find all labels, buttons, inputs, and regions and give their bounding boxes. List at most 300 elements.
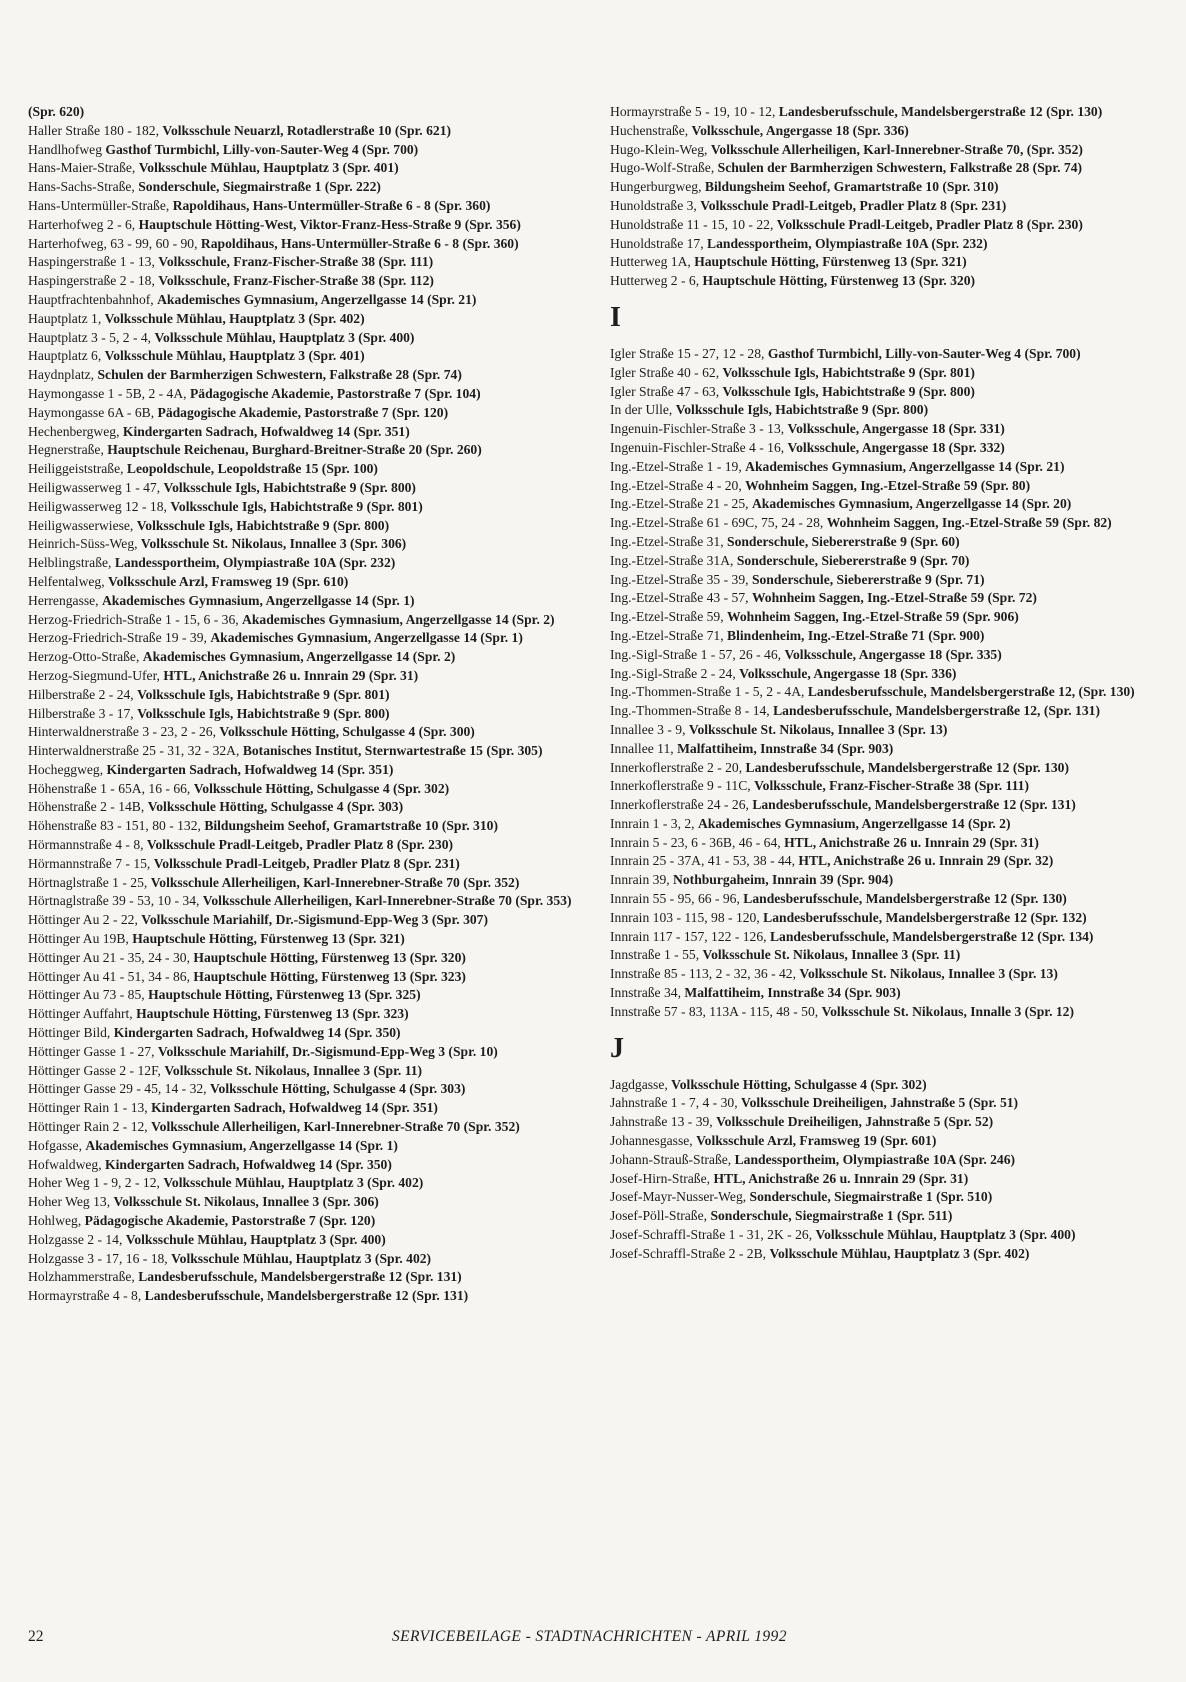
directory-entry <box>28 1212 584 1231</box>
school-assignment: Hauptschule Hötting, Fürstenweg 13 (Spr. 323) <box>136 1006 409 1022</box>
directory-entry <box>28 366 584 385</box>
school-assignment: HTL, Anichstraße 26 u. Innrain 29 (Spr. 31) <box>713 1170 969 1186</box>
school-assignment: Volksschule St. Nikolaus, Innallee 3 (Spr. 11) <box>702 947 961 963</box>
school-assignment: Volksschule Mühlau, Hauptplatz 3 (Spr. 400) <box>815 1227 1076 1243</box>
directory-entry <box>28 1193 584 1212</box>
school-assignment: Landesberufsschule, Mandelsbergerstraße 12 (Spr. 131) <box>138 1269 462 1285</box>
directory-entry <box>28 141 584 160</box>
street-name: Höttinger Gasse 29 - 45, 14 - 32, <box>28 1081 210 1097</box>
street-name: Innstraße 1 - 55, <box>610 947 703 963</box>
directory-entry <box>610 1207 1166 1226</box>
directory-entry <box>28 742 584 761</box>
school-assignment: Leopoldschule, Leopoldstraße 15 (Spr. 100) <box>126 461 378 477</box>
street-name: Höttinger Au 2 - 22, <box>28 912 142 928</box>
directory-entry <box>610 458 1166 477</box>
directory-entry <box>610 834 1166 853</box>
school-assignment: Volksschule Hötting, Schulgasse 4 (Spr. 300) <box>219 724 475 740</box>
street-name: Holzhammerstraße, <box>28 1269 139 1285</box>
school-assignment: Landessportheim, Olympiastraße 10A (Spr. 232) <box>114 555 396 571</box>
directory-entry <box>28 122 584 141</box>
street-name: Innrain 117 - 157, 122 - 126, <box>610 928 770 944</box>
directory-entry <box>28 798 584 817</box>
school-assignment: Volksschule St. Nikolaus, Innallee 3 (Spr. 13) <box>799 966 1058 982</box>
directory-entry <box>28 949 584 968</box>
street-name: Josef-Mayr-Nusser-Weg, <box>610 1189 750 1205</box>
street-name: Innrain 39, <box>610 872 674 888</box>
school-assignment: Blindenheim, Ing.-Etzel-Straße 71 (Spr. 900) <box>727 627 985 643</box>
street-name: Hungerburgweg, <box>610 179 705 195</box>
school-assignment: Volksschule Pradl-Leitgeb, Pradler Platz 8 (Spr. 231) <box>700 197 1007 213</box>
school-assignment: Wohnheim Saggen, Ing.-Etzel-Straße 59 (Spr. 72) <box>751 590 1037 606</box>
directory-entry <box>610 1226 1166 1245</box>
street-name: Hilberstraße 3 - 17, <box>28 705 138 721</box>
street-name: Hormayrstraße 5 - 19, 10 - 12, <box>610 104 779 119</box>
street-name: Innerkoflerstraße 9 - 11C, <box>610 778 755 794</box>
directory-entry <box>28 1043 584 1062</box>
street-name: Igler Straße 15 - 27, 12 - 28, <box>610 345 768 361</box>
school-assignment: Kindergarten Sadrach, Hofwaldweg 14 (Spr. 351) <box>106 761 394 777</box>
street-name: Ingenuin-Fischler-Straße 3 - 13, <box>610 421 788 437</box>
street-name: Innallee 3 - 9, <box>610 721 689 737</box>
street-name: Ing.-Etzel-Straße 59, <box>610 609 728 625</box>
school-assignment: Sonderschule, Siegmairstraße 1 (Spr. 222) <box>138 179 381 195</box>
school-assignment: Volksschule, Franz-Fischer-Straße 38 (Spr. 112) <box>158 273 434 289</box>
street-name: Ing.-Etzel-Straße 43 - 57, <box>610 590 752 606</box>
directory-entry <box>28 159 584 178</box>
school-assignment: Volksschule Pradl-Leitgeb, Pradler Platz 8 (Spr. 230) <box>776 216 1083 232</box>
school-assignment: Volksschule Igls, Habichtstraße 9 (Spr. 800) <box>722 383 975 399</box>
street-name: Innrain 5 - 23, 6 - 36B, 46 - 64, <box>610 834 785 850</box>
school-assignment: Landesberufsschule, Mandelsbergerstraße 12, (Spr. 131) <box>773 703 1100 719</box>
directory-entry <box>28 723 584 742</box>
street-name: Holzgasse 2 - 14, <box>28 1231 126 1247</box>
street-name: Ing.-Etzel-Straße 31, <box>610 533 728 549</box>
section-letter-i: I <box>610 301 621 333</box>
street-name: Hofwaldweg, <box>28 1156 106 1172</box>
street-name: Ing.-Thommen-Straße 8 - 14, <box>610 703 774 719</box>
street-name: Höttinger Rain 1 - 13, <box>28 1100 152 1116</box>
school-assignment: Pädagogische Akademie, Pastorstraße 7 (Spr. 120) <box>84 1213 376 1229</box>
directory-entry <box>610 1170 1166 1189</box>
school-assignment: Malfattiheim, Innstraße 34 (Spr. 903) <box>677 740 894 756</box>
directory-entry <box>610 571 1166 590</box>
street-name: Johann-Strauß-Straße, <box>610 1151 735 1167</box>
directory-entry <box>28 1137 584 1156</box>
street-name: Hoher Weg 13, <box>28 1194 114 1210</box>
directory-entry <box>28 404 584 423</box>
school-assignment: Volksschule Igls, Habichtstraße 9 (Spr. 800) <box>163 479 416 495</box>
directory-entry <box>28 705 584 724</box>
right-column <box>610 103 1166 1264</box>
school-assignment: Volksschule, Franz-Fischer-Straße 38 (Spr. 111) <box>158 254 434 270</box>
directory-entry <box>28 498 584 517</box>
street-name: Ing.-Sigl-Straße 1 - 57, 26 - 46, <box>610 646 785 662</box>
directory-entry <box>610 909 1166 928</box>
school-assignment: Volksschule Neuarzl, Rotadlerstraße 10 (Spr. 621) <box>162 122 452 138</box>
street-name: Hutterweg 1A, <box>610 254 695 270</box>
directory-entry <box>28 554 584 573</box>
directory-entry <box>610 1188 1166 1207</box>
directory-entry <box>610 364 1166 383</box>
directory-entry <box>28 930 584 949</box>
school-assignment: HTL, Anichstraße 26 u. Innrain 29 (Spr. 32) <box>798 853 1054 869</box>
school-assignment: Landesberufsschule, Mandelsbergerstraße 12 (Spr. 132) <box>763 909 1087 925</box>
street-name: Josef-Hirn-Straße, <box>610 1170 714 1186</box>
directory-entry <box>610 1132 1166 1151</box>
directory-entry <box>28 667 584 686</box>
street-name: Innrain 1 - 3, 2, <box>610 815 698 831</box>
school-assignment: Volksschule Igls, Habichtstraße 9 (Spr. 801) <box>137 686 390 702</box>
school-assignment: Kindergarten Sadrach, Hofwaldweg 14 (Spr. 350) <box>105 1156 392 1172</box>
street-name: Holzgasse 3 - 17, 16 - 18, <box>28 1250 172 1266</box>
directory-entry <box>610 646 1166 665</box>
street-name: Höttinger Au 19B, <box>28 931 133 947</box>
street-name: Heiliggeiststraße, <box>28 461 127 477</box>
school-assignment: Akademisches Gymnasium, Angerzellgasse 14 (Spr. 21) <box>745 458 1065 474</box>
school-assignment: Sonderschule, Siebererstraße 9 (Spr. 71) <box>751 571 985 587</box>
school-assignment: Volksschule Mühlau, Hauptplatz 3 (Spr. 400) <box>154 329 415 345</box>
street-name: Innerkoflerstraße 2 - 20, <box>610 759 746 775</box>
directory-entry <box>28 968 584 987</box>
directory-entry <box>28 573 584 592</box>
street-name: Heinrich-Süss-Weg, <box>28 536 141 552</box>
directory-entry <box>28 911 584 930</box>
school-assignment: Landesberufsschule, Mandelsbergerstraße 12, (Spr. 130) <box>807 684 1135 700</box>
street-name: Haymongasse 1 - 5B, 2 - 4A, <box>28 385 190 401</box>
street-name: Heiligwasserweg 1 - 47, <box>28 479 164 495</box>
street-name: Hunoldstraße 3, <box>610 197 701 213</box>
school-assignment: Hauptschule Hötting, Fürstenweg 13 (Spr. 323) <box>193 968 466 984</box>
school-assignment: Volksschule Hötting, Schulgasse 4 (Spr. 303) <box>209 1081 466 1097</box>
school-assignment: Sonderschule, Siegmairstraße 1 (Spr. 511) <box>710 1208 953 1224</box>
school-assignment: Volksschule Hötting, Schulgasse 4 (Spr. 303) <box>147 799 404 815</box>
directory-entry <box>610 495 1166 514</box>
directory-entry <box>610 103 1166 122</box>
street-name: Höttinger Gasse 2 - 12F, <box>28 1062 165 1078</box>
school-assignment: Volksschule Mühlau, Hauptplatz 3 (Spr. 402) <box>163 1175 424 1191</box>
directory-entry <box>28 329 584 348</box>
street-name: Hohlweg, <box>28 1213 85 1229</box>
street-name: Innrain 55 - 95, 66 - 96, <box>610 891 744 907</box>
directory-entry <box>28 216 584 235</box>
school-assignment: Volksschule Mühlau, Hauptplatz 3 (Spr. 402) <box>769 1245 1030 1261</box>
directory-entry <box>610 514 1166 533</box>
street-name: Ingenuin-Fischler-Straße 4 - 16, <box>610 439 788 455</box>
school-assignment: Rapoldihaus, Hans-Untermüller-Straße 6 - 8 (Spr. 360) <box>200 235 519 251</box>
directory-entry <box>28 1080 584 1099</box>
street-name: Johannesgasse, <box>610 1133 697 1149</box>
school-assignment: Kindergarten Sadrach, Hofwaldweg 14 (Spr. 351) <box>122 423 410 439</box>
school-assignment: Volksschule Pradl-Leitgeb, Pradler Platz 8 (Spr. 231) <box>153 855 460 871</box>
school-assignment: Volksschule Hötting, Schulgasse 4 (Spr. 302) <box>671 1076 927 1092</box>
directory-entry <box>610 984 1166 1003</box>
school-assignment: Volksschule Arzl, Framsweg 19 (Spr. 601) <box>696 1133 937 1149</box>
school-assignment: Schulen der Barmherzigen Schwestern, Falkstraße 28 (Spr. 74) <box>717 160 1083 176</box>
school-assignment: Volksschule Allerheiligen, Karl-Innerebner-Straße 70 (Spr. 352) <box>150 874 520 890</box>
directory-entry <box>610 852 1166 871</box>
street-name: Jahnstraße 13 - 39, <box>610 1114 717 1130</box>
street-name: Ing.-Sigl-Straße 2 - 24, <box>610 665 740 681</box>
directory-entry <box>28 892 584 911</box>
school-assignment: (Spr. 620) <box>28 104 85 119</box>
street-name: Innrain 25 - 37A, 41 - 53, 38 - 44, <box>610 853 799 869</box>
street-name: Hinterwaldnerstraße 25 - 31, 32 - 32A, <box>28 743 243 759</box>
school-assignment: Akademisches Gymnasium, Angerzellgasse 14 (Spr. 1) <box>101 592 415 608</box>
directory-entry <box>610 627 1166 646</box>
street-name: Hauptplatz 3 - 5, 2 - 4, <box>28 329 155 345</box>
entries-i <box>610 345 1166 1022</box>
school-assignment: Volksschule Igls, Habichtstraße 9 (Spr. 800) <box>675 402 929 418</box>
directory-entry <box>28 986 584 1005</box>
street-name: Ing.-Etzel-Straße 1 - 19, <box>610 458 746 474</box>
street-name: Handlhofweg <box>28 141 106 157</box>
directory-entry <box>610 383 1166 402</box>
street-name: Innstraße 85 - 113, 2 - 32, 36 - 42, <box>610 966 800 982</box>
school-assignment: Volksschule, Angergasse 18 (Spr. 336) <box>739 665 957 681</box>
street-name: Hörtnaglstraße 1 - 25, <box>28 874 151 890</box>
school-assignment: Volksschule Igls, Habichtstraße 9 (Spr. 800) <box>136 517 390 533</box>
directory-entry <box>28 874 584 893</box>
school-assignment: Landessportheim, Olympiastraße 10A (Spr. 232) <box>707 235 988 251</box>
school-assignment: Landesberufsschule, Mandelsbergerstraße 12 (Spr. 130) <box>743 891 1067 907</box>
school-assignment: Hauptschule Reichenau, Burghard-Breitner-Straße 20 (Spr. 260) <box>107 442 482 458</box>
school-assignment: Landesberufsschule, Mandelsbergerstraße 12 (Spr. 130) <box>745 759 1069 775</box>
street-name: Hugo-Wolf-Straße, <box>610 160 718 176</box>
directory-entry <box>28 817 584 836</box>
directory-entry <box>610 1003 1166 1022</box>
school-assignment: Hauptschule Hötting, Fürstenweg 13 (Spr. 320) <box>702 273 976 289</box>
directory-entry <box>28 1287 584 1306</box>
school-assignment: Sonderschule, Siebererstraße 9 (Spr. 60) <box>727 533 960 549</box>
directory-entry <box>610 702 1166 721</box>
school-assignment: Volksschule Mühlau, Hauptplatz 3 (Spr. 402) <box>104 310 365 326</box>
directory-entry <box>610 871 1166 890</box>
street-name: Ing.-Etzel-Straße 21 - 25, <box>610 496 752 512</box>
school-assignment: Akademisches Gymnasium, Angerzellgasse 14 (Spr. 2) <box>242 611 555 627</box>
street-name: Herzog-Friedrich-Straße 19 - 39, <box>28 630 211 646</box>
school-assignment: Landesberufsschule, Mandelsbergerstraße 12 (Spr. 130) <box>778 104 1103 119</box>
street-name: Hauptplatz 6, <box>28 348 105 364</box>
directory-entry <box>610 401 1166 420</box>
directory-entry <box>28 855 584 874</box>
directory-entry <box>610 721 1166 740</box>
street-name: Helblingstraße, <box>28 555 115 571</box>
directory-entry <box>28 648 584 667</box>
directory-entry <box>610 890 1166 909</box>
school-assignment: Wohnheim Saggen, Ing.-Etzel-Straße 59 (Spr. 906) <box>727 609 1019 625</box>
directory-entry <box>28 235 584 254</box>
directory-entry <box>610 1076 1166 1095</box>
school-assignment: Botanisches Institut, Sternwartestraße 15 (Spr. 305) <box>242 743 543 759</box>
directory-entry <box>610 272 1166 291</box>
directory-entry <box>28 479 584 498</box>
school-assignment: Gasthof Turmbichl, Lilly-von-Sauter-Weg 4 (Spr. 700) <box>767 345 1081 361</box>
directory-entry <box>610 965 1166 984</box>
directory-entry <box>610 159 1166 178</box>
directory-entry <box>28 761 584 780</box>
entries-h <box>610 103 1166 291</box>
school-assignment: Sonderschule, Siebererstraße 9 (Spr. 70) <box>736 552 970 568</box>
directory-entry <box>610 178 1166 197</box>
street-name: Hans-Maier-Straße, <box>28 160 139 176</box>
street-name: Hutterweg 2 - 6, <box>610 273 703 289</box>
directory-entry <box>28 1005 584 1024</box>
school-assignment: Akademisches Gymnasium, Angerzellgasse 14 (Spr. 2) <box>697 815 1011 831</box>
street-name: Harterhofweg, 63 - 99, 60 - 90, <box>28 235 201 251</box>
street-name: Innerkoflerstraße 24 - 26, <box>610 797 753 813</box>
directory-entry <box>610 477 1166 496</box>
school-assignment: Volksschule Mariahilf, Dr.-Sigismund-Epp-Weg 3 (Spr. 10) <box>157 1043 498 1059</box>
directory-entry <box>610 533 1166 552</box>
street-name: Höttinger Gasse 1 - 27, <box>28 1043 158 1059</box>
directory-entry <box>28 460 584 479</box>
street-name: Haspingerstraße 1 - 13, <box>28 254 159 270</box>
directory-entry <box>610 665 1166 684</box>
street-name: Herrengasse, <box>28 592 102 608</box>
school-assignment: Rapoldihaus, Hans-Untermüller-Straße 6 - 8 (Spr. 360) <box>172 197 491 213</box>
school-assignment: Volksschule Dreiheiligen, Jahnstraße 5 (Spr. 51) <box>741 1095 1019 1111</box>
street-name: Josef-Schraffl-Straße 2 - 2B, <box>610 1245 770 1261</box>
school-assignment: Malfattiheim, Innstraße 34 (Spr. 903) <box>684 985 901 1001</box>
school-assignment: Volksschule Mariahilf, Dr.-Sigismund-Epp-Weg 3 (Spr. 307) <box>141 912 488 928</box>
school-assignment: Volksschule Mühlau, Hauptplatz 3 (Spr. 401) <box>138 160 399 176</box>
street-name: Hinterwaldnerstraße 3 - 23, 2 - 26, <box>28 724 220 740</box>
school-assignment: Nothburgaheim, Innrain 39 (Spr. 904) <box>673 872 894 888</box>
directory-entry <box>28 1250 584 1269</box>
school-assignment: Hauptschule Hötting, Fürstenweg 13 (Spr. 325) <box>148 987 421 1003</box>
street-name: Igler Straße 47 - 63, <box>610 383 723 399</box>
directory-entry <box>610 345 1166 364</box>
street-name: Heiligwasserwiese, <box>28 517 137 533</box>
street-name: In der Ulle, <box>610 402 676 418</box>
school-assignment: Volksschule, Angergasse 18 (Spr. 331) <box>787 421 1005 437</box>
directory-entry <box>28 592 584 611</box>
street-name: Hormayrstraße 4 - 8, <box>28 1288 145 1304</box>
school-assignment: Akademisches Gymnasium, Angerzellgasse 14 (Spr. 20) <box>751 496 1072 512</box>
street-name: Höhenstraße 1 - 65A, 16 - 66, <box>28 780 194 796</box>
street-name: Hauptplatz 1, <box>28 310 105 326</box>
school-assignment: Gasthof Turmbichl, Lilly-von-Sauter-Weg 4 (Spr. 700) <box>105 141 419 157</box>
directory-entry <box>28 385 584 404</box>
street-name: Haller Straße 180 - 182, <box>28 122 163 138</box>
school-assignment: Volksschule Mühlau, Hauptplatz 3 (Spr. 402) <box>171 1250 432 1266</box>
street-name: Höttinger Bild, <box>28 1025 114 1041</box>
directory-entry <box>28 103 584 122</box>
school-assignment: Akademisches Gymnasium, Angerzellgasse 14 (Spr. 2) <box>142 649 456 665</box>
directory-entry <box>610 420 1166 439</box>
directory-entry <box>28 1156 584 1175</box>
directory-entry <box>28 517 584 536</box>
directory-entry <box>610 928 1166 947</box>
school-assignment: Volksschule Allerheiligen, Karl-Innerebner-Straße 70 (Spr. 353) <box>202 893 572 909</box>
directory-entry <box>28 836 584 855</box>
school-assignment: Volksschule Pradl-Leitgeb, Pradler Platz 8 (Spr. 230) <box>146 837 454 853</box>
directory-entry <box>28 441 584 460</box>
street-name: Hans-Sachs-Straße, <box>28 179 139 195</box>
directory-entry <box>610 552 1166 571</box>
school-assignment: Volksschule Igls, Habichtstraße 9 (Spr. 801) <box>722 364 975 380</box>
school-assignment: Volksschule Dreiheiligen, Jahnstraße 5 (Spr. 52) <box>716 1114 994 1130</box>
street-name: Höhenstraße 2 - 14B, <box>28 799 148 815</box>
school-assignment: Hauptschule Hötting, Fürstenweg 13 (Spr. 321) <box>694 254 967 270</box>
street-name: Höhenstraße 83 - 151, 80 - 132, <box>28 818 205 834</box>
street-name: Hans-Untermüller-Straße, <box>28 197 173 213</box>
street-name: Hoher Weg 1 - 9, 2 - 12, <box>28 1175 164 1191</box>
school-assignment: Akademisches Gymnasium, Angerzellgasse 14 (Spr. 1) <box>85 1137 398 1153</box>
directory-entry <box>610 815 1166 834</box>
directory-entry <box>28 1118 584 1137</box>
street-name: Hunoldstraße 11 - 15, 10 - 22, <box>610 216 777 232</box>
directory-entry <box>28 1174 584 1193</box>
school-assignment: Volksschule, Angergasse 18 (Spr. 336) <box>691 122 909 138</box>
school-assignment: Pädagogische Akademie, Pastorstraße 7 (Spr. 104) <box>189 385 481 401</box>
school-assignment: Akademisches Gymnasium, Angerzellgasse 14 (Spr. 21) <box>157 291 477 307</box>
directory-entry <box>28 197 584 216</box>
school-assignment: Hauptschule Hötting, Fürstenweg 13 (Spr. 321) <box>132 931 405 947</box>
street-name: Herzog-Friedrich-Straße 1 - 15, 6 - 36, <box>28 611 243 627</box>
street-name: Haspingerstraße 2 - 18, <box>28 273 159 289</box>
directory-entry <box>28 1062 584 1081</box>
directory-entry <box>28 272 584 291</box>
school-assignment: Volksschule Igls, Habichtstraße 9 (Spr. 800) <box>137 705 390 721</box>
directory-entry <box>610 1245 1166 1264</box>
school-assignment: Landesberufsschule, Mandelsbergerstraße 12 (Spr. 131) <box>752 797 1076 813</box>
street-name: Hugo-Klein-Weg, <box>610 141 711 157</box>
directory-entry <box>28 423 584 442</box>
school-assignment: Volksschule Allerheiligen, Karl-Innerebner-Straße 70 (Spr. 352) <box>151 1119 520 1135</box>
street-name: Hocheggweg, <box>28 761 107 777</box>
directory-entry <box>610 777 1166 796</box>
street-name: Josef-Pöll-Straße, <box>610 1208 711 1224</box>
directory-entry <box>28 780 584 799</box>
street-name: Harterhofweg 2 - 6, <box>28 216 139 232</box>
street-name: Ing.-Etzel-Straße 61 - 69C, 75, 24 - 28, <box>610 515 827 531</box>
directory-entry <box>610 946 1166 965</box>
street-name: Hilberstraße 2 - 24, <box>28 686 138 702</box>
street-name: Ing.-Etzel-Straße 71, <box>610 627 728 643</box>
street-name: Josef-Schraffl-Straße 1 - 31, 2K - 26, <box>610 1227 816 1243</box>
directory-entry <box>610 439 1166 458</box>
directory-entry <box>28 686 584 705</box>
school-assignment: Kindergarten Sadrach, Hofwaldweg 14 (Spr. 351) <box>151 1100 438 1116</box>
school-assignment: Volksschule, Angergasse 18 (Spr. 332) <box>787 439 1005 455</box>
directory-entry <box>28 1024 584 1043</box>
street-name: Huchenstraße, <box>610 122 692 138</box>
school-assignment: Wohnheim Saggen, Ing.-Etzel-Straße 59 (Spr. 80) <box>745 477 1031 493</box>
school-assignment: Bildungsheim Seehof, Gramartstraße 10 (Spr. 310) <box>204 818 498 834</box>
street-name: Hörtnaglstraße 39 - 53, 10 - 34, <box>28 893 203 909</box>
school-assignment: Volksschule Mühlau, Hauptplatz 3 (Spr. 401) <box>104 348 365 364</box>
school-assignment: Volksschule Allerheiligen, Karl-Innerebner-Straße 70, (Spr. 352) <box>710 141 1083 157</box>
school-assignment: Hauptschule Hötting-West, Viktor-Franz-Hess-Straße 9 (Spr. 356) <box>138 216 521 232</box>
school-assignment: Landessportheim, Olympiastraße 10A (Spr. 246) <box>734 1151 1016 1167</box>
street-name: Jahnstraße 1 - 7, 4 - 30, <box>610 1095 741 1111</box>
directory-entry <box>610 1151 1166 1170</box>
street-name: Hunoldstraße 17, <box>610 235 708 251</box>
school-assignment: Volksschule, Franz-Fischer-Straße 38 (Spr. 111) <box>754 778 1029 794</box>
street-name: Hechenbergweg, <box>28 423 123 439</box>
street-name: Höttinger Au 41 - 51, 34 - 86, <box>28 968 194 984</box>
street-name: Ing.-Etzel-Straße 4 - 20, <box>610 477 746 493</box>
street-name: Hörmannstraße 7 - 15, <box>28 855 154 871</box>
school-assignment: Volksschule St. Nikolaus, Innallee 3 (Spr. 11) <box>164 1062 423 1078</box>
directory-entry <box>610 1113 1166 1132</box>
directory-entry <box>28 291 584 310</box>
directory-entry <box>28 253 584 272</box>
street-name: Haydnplatz, <box>28 367 98 383</box>
section-letter-j: J <box>610 1032 624 1064</box>
directory-entry <box>28 1231 584 1250</box>
